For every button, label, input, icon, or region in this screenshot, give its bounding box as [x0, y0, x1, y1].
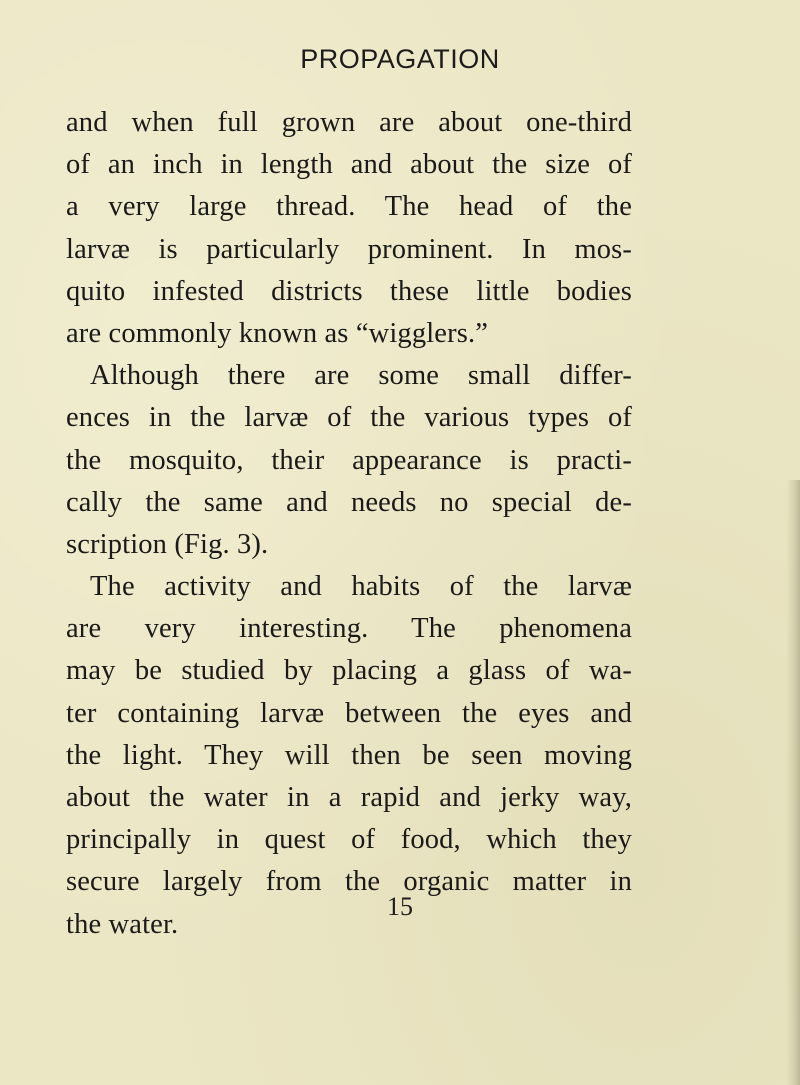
text-line: and when full grown are about one-third [66, 107, 632, 138]
text-line: larvæ is particularly prominent. In mos- [66, 233, 632, 265]
running-head: PROPAGATION [300, 44, 500, 74]
text-line: quito infested districts these little bodies [66, 275, 632, 307]
text-line: are commonly known as “wigglers.” [66, 317, 489, 349]
text-line: ter containing larvæ between the eyes and [66, 697, 632, 729]
text-line: ences in the larvæ of the various types of [66, 402, 632, 434]
text-line: of an inch in length and about the size of [66, 149, 632, 181]
text-line: principally in quest of food, which they [66, 824, 632, 856]
text-line: scription (Fig. 3). [66, 528, 269, 560]
text-line: cally the same and needs no special de- [66, 486, 632, 518]
text-line: a very large thread. The head of the [66, 191, 632, 223]
text-line: the water. [66, 908, 179, 940]
text-line: are very interesting. The phenomena [66, 613, 632, 645]
text-line: Although there are some small differ- [90, 360, 632, 392]
text-line: secure largely from the organic matter in [66, 866, 632, 898]
text-line: the light. They will then be seen moving [66, 739, 632, 771]
text-line: The activity and habits of the larvæ [90, 571, 632, 603]
text-line: the mosquito, their appearance is practi- [66, 444, 632, 476]
text-line: about the water in a rapid and jerky way, [66, 782, 632, 813]
page-number: 15 [387, 892, 413, 921]
body-text [66, 102, 632, 946]
text-line: may be studied by placing a glass of wa- [66, 655, 632, 687]
page-edge-shadow [786, 480, 800, 1085]
